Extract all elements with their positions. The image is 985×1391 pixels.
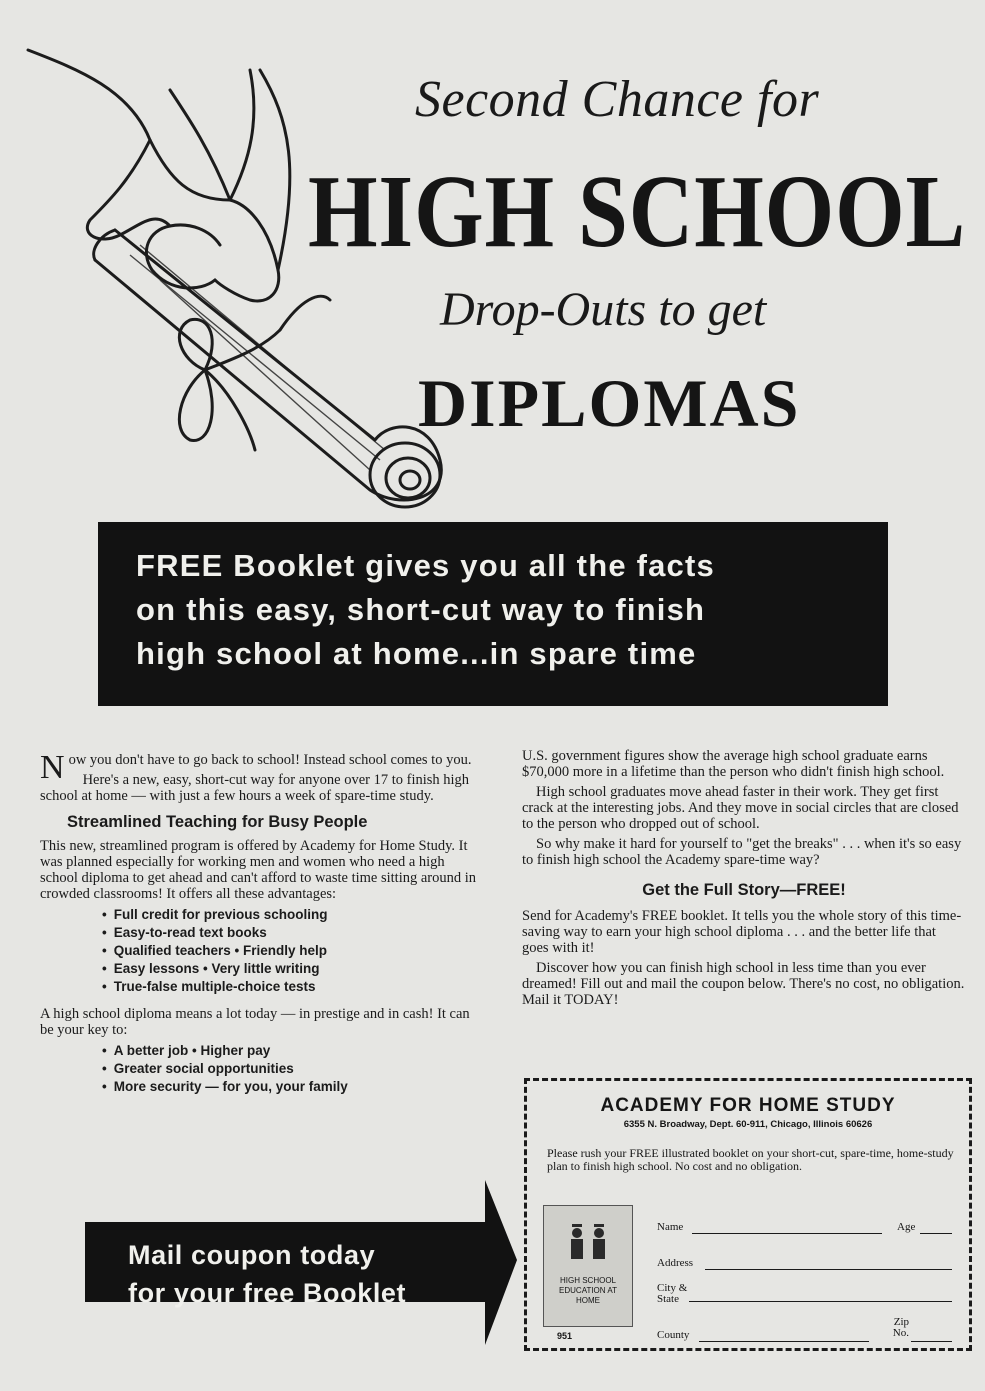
body-paragraph: So why make it hard for yourself to "get the breaks" . . . when it's so easy to finish high school the Academy spare-time way? (522, 836, 962, 868)
list-item: • True-false multiple-choice tests (102, 978, 484, 996)
keys-list (102, 1042, 484, 1096)
coupon-request-text: Please rush your FREE illustrated booklet on your short-cut, spare-time, home-study plan to finish high school. No cost and no obligation. (547, 1146, 954, 1173)
age-field[interactable] (920, 1233, 952, 1234)
list-item: • Full credit for previous schooling (102, 906, 484, 924)
county-label: County (657, 1329, 690, 1341)
county-field[interactable] (699, 1341, 869, 1342)
headline-drop-outs: Drop-Outs to get (440, 283, 767, 336)
section-heading: Get the Full Story—FREE! (642, 881, 846, 899)
headline-second-chance: Second Chance for (415, 71, 820, 128)
graduates-icon (544, 1206, 632, 1326)
address-field[interactable] (705, 1269, 952, 1270)
advantages-list (102, 906, 484, 996)
mail-cta-line: for your free Booklet (128, 1278, 407, 1308)
drop-cap: N (40, 749, 65, 786)
booklet-image (543, 1205, 633, 1327)
coupon-code: 951 (557, 1331, 573, 1341)
list-item: • Easy-to-read text books (102, 924, 484, 942)
list-item: • Qualified teachers • Friendly help (102, 942, 484, 960)
list-item: • Greater social opportunities (102, 1060, 484, 1078)
body-paragraph: A high school diploma means a lot today — in prestige and in cash! It can be your key to: (40, 1006, 470, 1038)
body-paragraph: Discover how you can finish high school in less time than you ever dreamed! Fill out and mail the coupon below. There's no cost, no obligation. Mail it TODAY! (522, 960, 965, 1008)
banner-line: FREE Booklet gives you all the facts (136, 548, 715, 583)
mail-coupon-text (128, 1236, 406, 1312)
city-state-label: City & State (657, 1282, 688, 1305)
free-booklet-banner (98, 522, 888, 706)
headline-high-school: HIGH SCHOOL (308, 154, 967, 269)
diploma-hand-illustration (20, 30, 450, 550)
mail-cta-line: Mail coupon today (128, 1240, 376, 1270)
list-item: • Easy lessons • Very little writing (102, 960, 484, 978)
coupon-address: 6355 N. Broadway, Dept. 60-911, Chicago, Illinois 60626 (623, 1119, 873, 1130)
mail-coupon[interactable] (524, 1078, 972, 1351)
name-field[interactable] (692, 1233, 882, 1234)
section-heading: Streamlined Teaching for Busy People (67, 813, 368, 831)
list-item: • A better job • Higher pay (102, 1042, 484, 1060)
banner-line: on this easy, short-cut way to finish (136, 592, 706, 627)
name-label: Name (657, 1221, 684, 1233)
intro-text: ow you don't have to go back to school! Instead school comes to you. (68, 752, 472, 768)
headline-diplomas: DIPLOMAS (418, 365, 801, 441)
body-paragraph: High school graduates move ahead faster in their work. They get first crack at the interesting jobs. And they move in social circles that are closed to the person who dropped out of school. (522, 784, 959, 832)
zip-field[interactable] (911, 1341, 952, 1342)
coupon-title: ACADEMY FOR HOME STUDY (600, 1095, 896, 1116)
body-paragraph: This new, streamlined program is offered by Academy for Home Study. It was planned especially for working men and women who need a high school diploma to get ahead and can't afford to waste time sitting around in crowded classrooms! It offers all these advantages: (40, 838, 477, 902)
left-column (40, 749, 484, 1104)
zip-label: Zip No. (892, 1316, 909, 1339)
body-paragraph: Send for Academy's FREE booklet. It tells you the whole story of this time-saving way to earn your high school diploma . . . and the better life that goes with it! (522, 908, 962, 956)
address-label: Address (657, 1257, 694, 1269)
banner-line: high school at home...in spare time (136, 636, 697, 671)
body-paragraph: U.S. government figures show the average high school graduate earns $70,000 more in a lifetime than the person who didn't finish high school. (522, 748, 945, 780)
right-column (522, 748, 966, 1012)
list-item: • More security — for you, your family (102, 1078, 484, 1096)
age-label: Age (897, 1221, 916, 1233)
booklet-title: HIGH SCHOOL EDUCATION AT HOME (559, 1276, 617, 1305)
intro-paragraph (40, 749, 484, 786)
city-state-field[interactable] (689, 1301, 952, 1302)
body-paragraph: Here's a new, easy, short-cut way for anyone over 17 to finish high school at home — with just a few hours a week of spare-time study. (40, 772, 470, 804)
